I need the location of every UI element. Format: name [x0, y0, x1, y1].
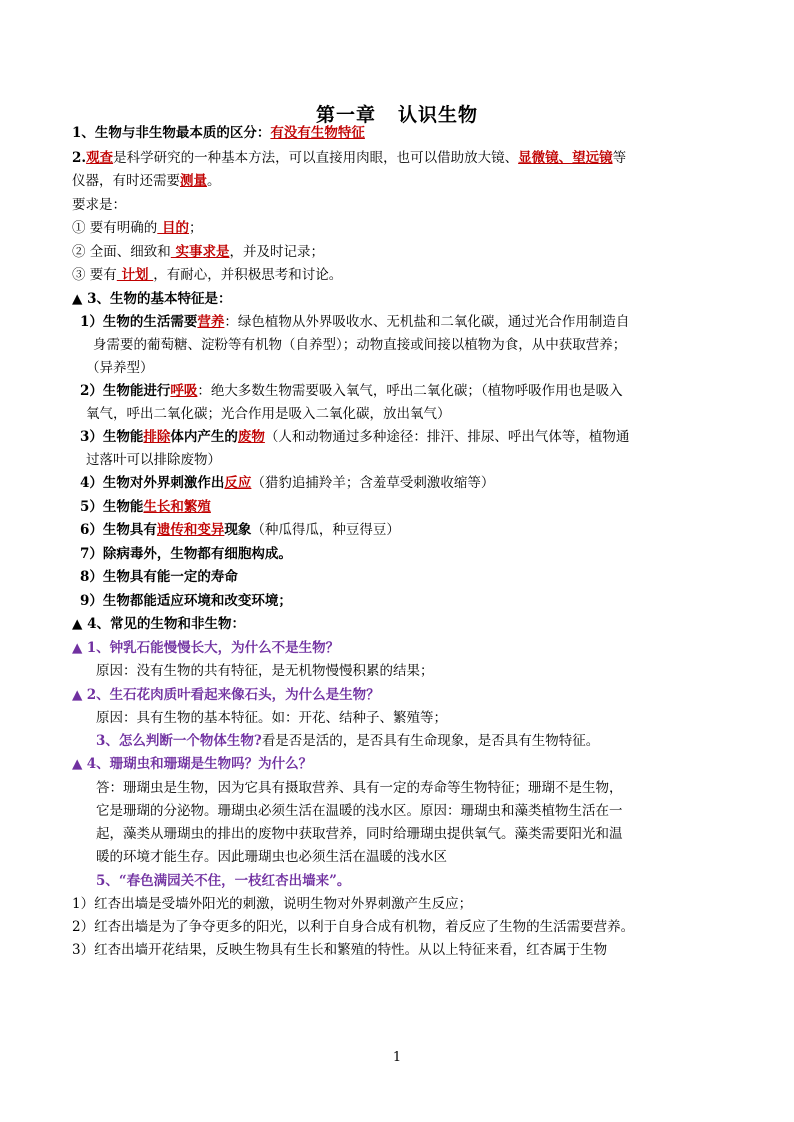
question-1: ▲ 1、钟乳石能慢慢长大，为什么不是生物？ — [72, 640, 340, 656]
key-term: 显微镜、望远镜 — [518, 150, 613, 166]
chapter-name: 认识生物 — [398, 104, 479, 126]
chapter-title — [0, 100, 794, 127]
question-3: 3、怎么判断一个物体生物?看是否是活的，是否具有生命现象，是否具有生物特征。 — [96, 733, 600, 749]
feature-7: 7）除病毒外，生物都有细胞构成。 — [80, 546, 292, 562]
requirement-3: ③ 要有 计划 ，有耐心，并积极思考和讨论。 — [72, 267, 343, 283]
answer-5-line-1: 1）红杏出墙是受墙外阳光的刺激，说明生物对外界刺激产生反应； — [72, 896, 473, 912]
answer-4-line-3: 起，藻类从珊瑚虫的排出的废物中获取营养，同时给珊瑚虫提供氧气。藻类需要阳光和温 — [96, 826, 623, 842]
feature-1-line-1: 1）生物的生活需要营养：绿色植物从外界吸收水、无机盐和二氧化碳，通过光合作用制造自 — [80, 314, 630, 330]
feature-3-line-1: 3）生物能排除体内产生的废物（人和动物通过多种途径：排汗、排尿、呼出气体等，植物通 — [80, 429, 630, 445]
page-number: 1 — [392, 1050, 402, 1065]
requirement-1: ① 要有明确的 目的； — [72, 220, 203, 236]
answer-5-line-2: 2）红杏出墙是为了争夺更多的阳光，以利于自身合成有机物，着反应了生物的生活需要营养。 — [72, 919, 635, 935]
chapter-number: 第一章 — [315, 104, 376, 126]
question-5: 5、“春色满园关不住，一枝红杏出墙来”。 — [96, 873, 351, 889]
requirements-label: 要求是： — [72, 197, 126, 213]
key-term: 有没有生物特征 — [270, 125, 365, 141]
question-2: ▲ 2、生石花肉质叶看起来像石头，为什么是生物？ — [72, 687, 380, 703]
key-term: 测量 — [180, 173, 207, 189]
section-4-heading: ▲ 4、常见的生物和非生物： — [72, 616, 245, 632]
section-2-line-1: 2.观查是科学研究的一种基本方法，可以直接用肉眼，也可以借助放大镜、显微镜、望远镜等 — [72, 150, 627, 166]
answer-3: 看是否是活的，是否具有生命现象，是否具有生物特征。 — [261, 733, 600, 749]
section-1-line: 1、生物与非生物最本质的区分：有没有生物特征 — [72, 125, 365, 141]
section-2-line-2: 仪器，有时还需要测量。 — [72, 173, 221, 189]
answer-5-line-3: 3）红杏出墙开花结果，反映生物具有生长和繁殖的特性。从以上特征来看，红杏属于生物 — [72, 942, 608, 958]
feature-2-line-2: 氧气，呼出二氧化碳；光合作用是吸入二氧化碳，放出氧气） — [86, 406, 451, 422]
triangle-icon: ▲ — [72, 756, 83, 772]
requirement-2: ② 全面、细致和 实事求是，并及时记录； — [72, 244, 324, 260]
answer-2: 原因：具有生物的基本特征。如：开花、结种子、繁殖等； — [96, 710, 447, 726]
section-3-heading: ▲ 3、生物的基本特征是： — [72, 291, 232, 307]
answer-4-line-4: 暖的环境才能生存。因此珊瑚虫也必须生活在温暖的浅水区 — [96, 849, 447, 865]
triangle-icon: ▲ — [72, 687, 83, 703]
feature-2-line-1: 2）生物能进行呼吸：绝大多数生物需要吸入氧气，呼出二氧化碳；（植物呼吸作用也是吸入 — [80, 383, 623, 399]
feature-8: 8）生物具有能一定的寿命 — [80, 569, 238, 585]
answer-4-line-1: 答：珊瑚虫是生物，因为它具有摄取营养、具有一定的寿命等生物特征；珊瑚不是生物， — [96, 780, 623, 796]
feature-4: 4）生物对外界刺激作出反应（猎豹追捕羚羊；含羞草受刺激收缩等） — [80, 475, 495, 491]
feature-1-line-2: 身需要的葡萄糖、淀粉等有机物（自养型）；动物直接或间接以植物为食，从中获取营养； — [93, 337, 627, 353]
question-4: ▲ 4、珊瑚虫和珊瑚是生物吗？为什么？ — [72, 756, 313, 772]
triangle-icon: ▲ — [72, 640, 83, 656]
answer-1: 原因：没有生物的共有特征，是无机物慢慢积累的结果； — [96, 663, 434, 679]
key-term: 观查 — [86, 150, 114, 166]
feature-6: 6）生物具有遗传和变异现象（种瓜得瓜，种豆得豆） — [80, 522, 400, 538]
feature-5: 5）生物能生长和繁殖 — [80, 499, 211, 515]
answer-4-line-2: 它是珊瑚的分泌物。珊瑚虫必须生活在温暖的浅水区。原因：珊瑚虫和藻类植物生活在一 — [96, 803, 623, 819]
feature-9: 9）生物都能适应环境和改变环境； — [80, 593, 292, 609]
feature-1-line-3: （异养型） — [86, 360, 154, 376]
feature-3-line-2: 过落叶可以排除废物） — [86, 452, 221, 468]
